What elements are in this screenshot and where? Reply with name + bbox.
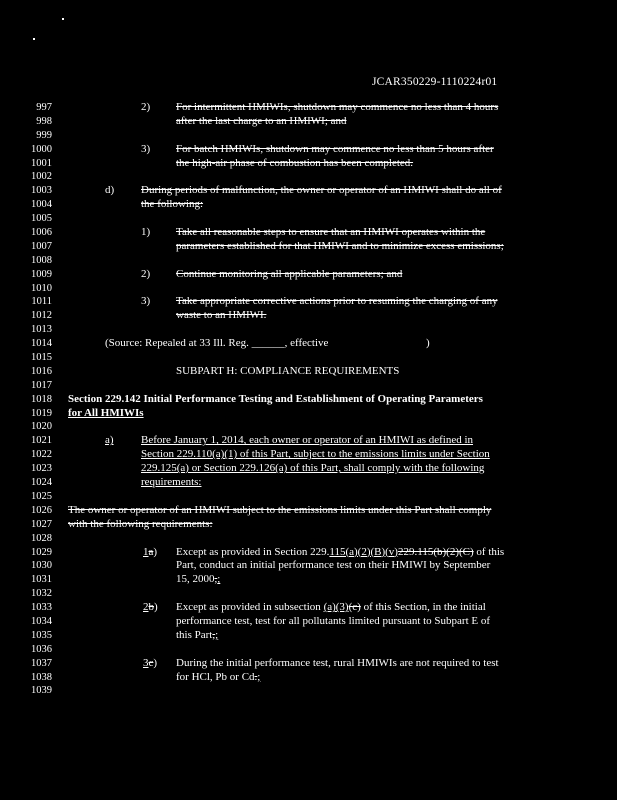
source-effective: , effective (284, 337, 329, 350)
line-number: 1031 (31, 574, 52, 586)
scan-speck (62, 18, 64, 20)
item-label: 3) (141, 295, 151, 308)
line-number: 1025 (31, 490, 52, 502)
line-number: 1016 (31, 365, 52, 377)
document-id: JCAR350229-1110224r01 (372, 76, 498, 88)
line-number: 1017 (31, 379, 52, 391)
item-label: 1) (141, 226, 151, 239)
sub1-line1: Except as provided in Section 229.115(a)(2)(B)(v)229.115(b)(2)(C) of this (176, 545, 505, 558)
line-number: 1030 (31, 560, 52, 572)
line-number: 1021 (31, 435, 52, 447)
item-label: d) (105, 184, 115, 197)
line-number: 1000 (31, 143, 52, 155)
line-number: 1005 (31, 213, 52, 225)
sub3-label: 3c) (143, 656, 158, 669)
deleted-text: waste to an HMIWI. (176, 309, 267, 322)
line-number: 1013 (31, 324, 52, 336)
line-number: 1036 (31, 643, 52, 655)
sub1-line2: Part, conduct an initial performance test on their HMIWI by September (176, 559, 491, 572)
line-number: 1020 (31, 421, 52, 433)
document-body (68, 101, 538, 698)
line-number: 1018 (31, 393, 52, 405)
line-number: 1011 (31, 296, 52, 308)
line-number: 1023 (31, 463, 52, 475)
line-number: 999 (36, 129, 52, 141)
section-heading: Section 229.142 Initial Performance Testing and Establishment of Operating Parameters (68, 392, 483, 405)
section-heading-cont: for All HMIWIs (68, 406, 144, 419)
deleted-text: the following: (141, 198, 204, 211)
line-number: 1001 (31, 157, 52, 169)
deleted-text: For intermittent HMIWIs, shutdown may commence no less than 4 hours (176, 101, 499, 113)
item-label: 2) (141, 267, 151, 280)
line-number: 1010 (31, 282, 52, 294)
line-number: 1007 (31, 240, 52, 252)
inserted-text: 229.125(a) or Section 229.126(a) of this Part, shall comply with the following (141, 462, 485, 475)
line-number: 1004 (31, 199, 52, 211)
deleted-text: For batch HMIWIs, shutdown may commence no less than 5 hours after (176, 142, 494, 155)
line-number: 1015 (31, 352, 52, 364)
sub2-line2: performance test, test for all pollutants limited pursuant to Subpart E of (176, 614, 491, 627)
inserted-text: Before January 1, 2014, each owner or operator of an HMIWI as defined in (141, 434, 474, 447)
line-number: 1027 (31, 518, 52, 530)
line-number: 1006 (31, 227, 52, 239)
line-number: 1022 (31, 449, 52, 461)
line-number: 1009 (31, 268, 52, 280)
item-label: 2) (141, 101, 151, 113)
deleted-text: with the following requirements: (68, 517, 213, 530)
line-number-column (20, 101, 52, 698)
line-number: 1032 (31, 588, 52, 600)
line-number: 1019 (31, 407, 52, 419)
sub2-line3: this Part,; (176, 628, 219, 641)
sub2-line1: Except as provided in subsection (a)(3)(c) of this Section, in the initial (176, 601, 486, 614)
line-number: 1034 (31, 615, 52, 627)
line-number: 1026 (31, 504, 52, 516)
sub1-line3: 15, 2000,; (176, 573, 221, 586)
line-number: 997 (36, 102, 52, 113)
line-number: 1039 (31, 685, 52, 697)
line-number: 1035 (31, 629, 52, 641)
deleted-text: after the last charge to an HMIWI; and (176, 114, 347, 127)
subpart-heading: SUBPART H: COMPLIANCE REQUIREMENTS (176, 364, 400, 377)
deleted-text: Take appropriate corrective actions prior to resuming the charging of any (176, 295, 498, 308)
line-number: 998 (36, 115, 52, 127)
line-number: 1028 (31, 532, 52, 544)
source-note (68, 337, 538, 351)
inserted-text: Section 229.110(a)(1) of this Part, subject to the emissions limits under Section (141, 448, 490, 461)
sub3-line2: for HCl, Pb or Cd.; (176, 670, 261, 683)
source-blank: ______ (251, 337, 285, 350)
line-number: 1024 (31, 477, 52, 489)
deleted-text: The owner or operator of an HMIWI subject to the emissions limits under this Part shall comply (68, 503, 492, 516)
inserted-text: requirements: (141, 476, 202, 489)
para-a-label: a) (105, 434, 114, 447)
line-number: 1012 (31, 310, 52, 322)
deleted-text: Take all reasonable steps to ensure that an HMIWI operates within the (176, 226, 486, 239)
line-number: 1029 (31, 546, 52, 558)
line-number: 1033 (31, 602, 52, 614)
source-close: ) (426, 337, 430, 350)
line-number: 1002 (31, 171, 52, 183)
deleted-text: the high-air phase of combustion has been completed. (176, 156, 414, 169)
line-number: 1003 (31, 185, 52, 197)
sub3-line1: During the initial performance test, rural HMIWIs are not required to test (176, 656, 499, 669)
source-prefix: (Source: Repealed at 33 Ill. Reg. (105, 337, 252, 350)
scan-speck (33, 38, 35, 40)
deleted-text: parameters established for that HMIWI and to minimize excess emissions; (176, 239, 504, 252)
line-number: 1038 (31, 671, 52, 683)
sub2-label: 2b) (143, 601, 158, 614)
line-number: 1014 (31, 338, 52, 350)
sub1-label: 1a) (143, 545, 158, 558)
deleted-text: Continue monitoring all applicable parameters; and (176, 267, 403, 280)
deleted-text: During periods of malfunction, the owner or operator of an HMIWI shall do all of (141, 184, 502, 197)
line-number: 1008 (31, 254, 52, 266)
line-number: 1037 (31, 657, 52, 669)
item-label: 3) (141, 142, 151, 155)
